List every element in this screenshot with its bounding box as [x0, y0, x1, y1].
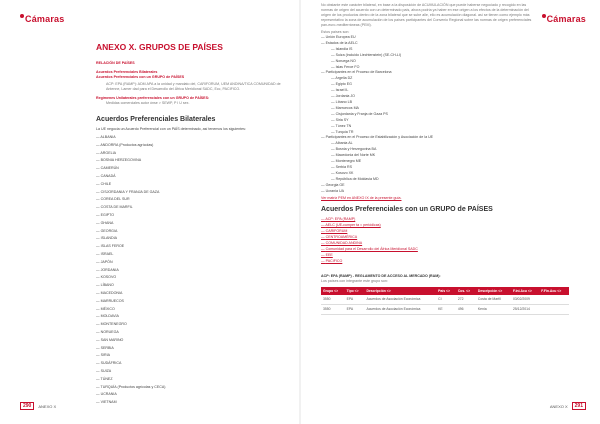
group-item-label: CENTROAMÉRICA: [325, 235, 358, 240]
group-item-label: COMUNIDAD ANDINA: [325, 241, 363, 246]
pem-item-label: Jordania JO: [335, 94, 355, 99]
bullet-dash-icon: —: [321, 247, 326, 251]
country-item-label: JAPÓN: [100, 259, 113, 264]
bullet-dash-icon: —: [331, 164, 336, 169]
bullet-dash-icon: —: [96, 384, 101, 389]
group-item-label: ACP: EPA (RAMP): [325, 217, 356, 222]
country-item-label: MARRUECOS: [100, 298, 124, 303]
brand-logo-text: Cámaras: [25, 14, 65, 24]
pem-intro: Estos países son:: [321, 30, 350, 34]
bullet-dash-icon: —: [96, 314, 101, 319]
page-number: 291: [572, 402, 586, 410]
table-cell: KE: [436, 304, 456, 314]
country-item: [96, 220, 286, 228]
column-header[interactable]: Cos. <>: [456, 287, 476, 295]
country-item: [96, 282, 286, 290]
bullet-dash-icon: —: [96, 322, 101, 327]
table-cell: 3550: [321, 304, 345, 314]
column-header[interactable]: F.Fin.Acu <>: [539, 287, 569, 295]
country-item: [96, 150, 286, 158]
country-item-label: ISLANDIA: [100, 236, 117, 241]
bullet-dash-icon: —: [96, 361, 101, 366]
relation-title: RELACIÓN DE PAÍSES: [96, 61, 135, 65]
country-list: [96, 134, 286, 407]
country-item-label: CISJORDANIA Y FRANJA DE GAZA: [100, 189, 160, 194]
column-header[interactable]: País <>: [436, 287, 456, 295]
country-item-label: JORDANIA: [100, 267, 119, 272]
bullet-dash-icon: —: [96, 392, 101, 397]
country-item-label: SUIZA: [100, 368, 112, 373]
country-item-label: COSTA DE MARFIL: [100, 205, 133, 210]
country-item: [96, 399, 286, 407]
section-title-bilateral: Acuerdos Preferenciales Bilaterales: [96, 116, 216, 123]
bullet-dash-icon: —: [96, 135, 101, 139]
bullet-dash-icon: —: [331, 117, 336, 122]
group-item-label: PACIFICO: [325, 258, 343, 263]
bullet-dash-icon: —: [331, 111, 336, 116]
bullet-dash-icon: —: [96, 400, 101, 405]
country-item: [96, 360, 286, 368]
bullet-dash-icon: —: [321, 70, 326, 75]
table-cell: Costa de Marfil: [476, 295, 511, 305]
relation-item-bilateral: Acuerdos Preferenciales Bilaterales: [96, 70, 158, 74]
country-item: [96, 157, 286, 165]
country-item: [96, 212, 286, 220]
right-content: [321, 3, 569, 315]
group-item[interactable]: [321, 259, 569, 265]
pem-item-label: Israel IL: [335, 88, 349, 93]
pem-item-label: Ucrania UA: [325, 188, 344, 193]
country-item-label: MOLDAVIA: [100, 314, 119, 319]
logo-dot-icon: [20, 14, 24, 18]
right-page: [300, 0, 600, 424]
bullet-dash-icon: —: [96, 205, 101, 210]
footer-label: ANEXO X: [549, 403, 568, 409]
country-item: [96, 134, 286, 142]
bullet-dash-icon: —: [96, 329, 101, 334]
bullet-dash-icon: —: [96, 345, 101, 350]
country-item: [96, 384, 286, 392]
bullet-dash-icon: —: [331, 129, 336, 134]
bullet-dash-icon: —: [96, 251, 101, 256]
bullet-dash-icon: —: [321, 182, 326, 187]
bullet-dash-icon: —: [96, 212, 101, 217]
pem-item-label: Argelia DZ: [335, 76, 353, 81]
country-item-label: EGIPTO: [100, 212, 115, 217]
bullet-dash-icon: —: [321, 40, 326, 45]
country-item-label: SERBIA: [100, 345, 114, 350]
table-row: [321, 304, 569, 314]
country-item-label: CAMERÚN: [100, 166, 119, 171]
pem-item-label: Participantes en el Proceso de Estabilización y Asociación de la UE: [325, 135, 434, 140]
bullet-dash-icon: —: [96, 244, 101, 249]
country-item-label: ISLAS FEROE: [100, 244, 125, 249]
country-item-label: SUDÁFRICA: [100, 361, 122, 366]
country-item: [96, 267, 286, 275]
pem-item-label: Participantes en el Proceso de Barcelona: [325, 70, 392, 75]
table-cell: CI: [436, 295, 456, 305]
group-list: [321, 217, 569, 264]
bullet-dash-icon: —: [96, 337, 101, 342]
country-item-label: ISRAEL: [100, 251, 114, 256]
country-item: [96, 321, 286, 329]
table-row: [321, 295, 569, 305]
acp-title: ACP: EPA (RAMP) - REGLAMENTO DE ACCESO AL MERCADO (RAM):: [321, 273, 441, 278]
bullet-dash-icon: —: [96, 197, 101, 202]
country-item: [96, 298, 286, 306]
pem-item-label: Egipto EG: [335, 82, 352, 87]
bullet-dash-icon: —: [96, 236, 101, 241]
country-item: [96, 313, 286, 321]
table-cell: 25/12/2014: [511, 304, 539, 314]
bullet-dash-icon: —: [331, 123, 336, 128]
bullet-dash-icon: —: [96, 283, 101, 288]
bullet-dash-icon: —: [331, 153, 336, 158]
country-item: [96, 228, 286, 236]
country-item: [96, 259, 286, 267]
bullet-dash-icon: —: [321, 35, 326, 39]
bullet-dash-icon: —: [331, 94, 336, 99]
regimes-title: Regímenes Unilaterales preferenciales con un GRUPO de PAÍSES:: [96, 96, 210, 100]
country-item: [96, 306, 286, 314]
bullet-dash-icon: —: [321, 252, 326, 257]
regimes-description: Medidas comerciales autor ónse > SEWP, P I U sex.: [106, 101, 190, 105]
pem-item-label: Suiza (incluido Liechtenstein) (SE-CH-LI): [335, 52, 402, 57]
column-header[interactable]: Grupo <>: [321, 287, 345, 295]
right-footer: [550, 402, 586, 410]
country-item: [96, 251, 286, 259]
country-item-label: KOSOVO: [100, 275, 117, 280]
bullet-dash-icon: —: [96, 290, 101, 295]
country-item-label: ARGELIA: [100, 150, 116, 155]
bullet-dash-icon: —: [331, 52, 336, 57]
bullet-dash-icon: —: [96, 189, 101, 194]
bullet-dash-icon: —: [331, 64, 336, 69]
bullet-dash-icon: —: [96, 181, 101, 186]
country-item: [96, 189, 286, 197]
table-body: [321, 295, 569, 315]
country-item: [96, 196, 286, 204]
country-item-label: ALBANIA: [100, 135, 116, 139]
bullet-dash-icon: —: [321, 229, 326, 234]
relation-item-group: Acuerdos Preferenciales con un GRUPO de PAÍSES: [96, 75, 185, 79]
bullet-dash-icon: —: [331, 46, 336, 51]
country-item: [96, 337, 286, 345]
country-item-label: TÚNEZ: [100, 376, 113, 381]
bullet-dash-icon: —: [331, 82, 336, 87]
country-item: [96, 243, 286, 251]
bullet-dash-icon: —: [331, 99, 336, 104]
footer-label: ANEXO X: [38, 403, 57, 409]
country-item-label: CHILE: [100, 181, 112, 186]
left-footer: [20, 402, 56, 410]
country-item: [96, 142, 286, 150]
country-item-label: ANDORRA (Productos agrícolas): [100, 142, 154, 147]
bilateral-intro: La UE negocia un Acuerdo Preferencial con un PAÍS determinado, así tenemos los siguientes:: [96, 127, 246, 131]
bullet-dash-icon: —: [331, 105, 336, 110]
pem-item-label: Islandia IS: [335, 46, 353, 51]
pem-item-label: Estados de la AELC: [325, 40, 358, 45]
column-header[interactable]: Tipo <>: [345, 287, 365, 295]
brand-logo: [20, 14, 64, 24]
country-item: [96, 235, 286, 243]
column-header[interactable]: Descripción <>: [364, 287, 436, 295]
country-item-label: MONTENEGRO: [100, 322, 127, 327]
bullet-dash-icon: —: [331, 141, 336, 146]
pem-item-label: Cisjordania y Franja de Gaza PS: [335, 111, 388, 116]
left-content: [96, 42, 286, 407]
country-item: [96, 165, 286, 173]
table-cell: EPA: [345, 295, 365, 305]
country-item-label: MACEDONIA: [100, 290, 123, 295]
pem-item-label: Bosnia y Herzegovina BA: [335, 147, 377, 152]
pem-item-label: Georgia GE: [325, 182, 345, 187]
pem-item-label: Noruega NO: [335, 58, 356, 63]
country-item: [96, 181, 286, 189]
country-item: [96, 329, 286, 337]
table-cell: [539, 295, 569, 305]
country-item-label: SAN MARINO: [100, 337, 124, 342]
bullet-dash-icon: —: [321, 188, 326, 193]
bullet-dash-icon: —: [321, 223, 326, 228]
country-item: [96, 173, 286, 181]
group-item-label: Comunidad para el Desarrollo del África Meridional SADC: [325, 247, 418, 251]
pem-item-label: Montenegro ME: [335, 159, 362, 164]
column-header[interactable]: F.Ini.Acu <>: [511, 287, 539, 295]
country-item: [96, 391, 286, 399]
table-cell: [539, 304, 569, 314]
pem-item-label: Túnez TN: [335, 123, 352, 128]
country-item-label: NORUEGA: [100, 329, 119, 334]
pem-item-label: Kosovo XK: [335, 170, 354, 175]
bullet-dash-icon: —: [331, 76, 336, 81]
country-item-label: MÉXICO: [100, 306, 115, 311]
bullet-dash-icon: —: [96, 275, 101, 280]
table-header-row: [321, 287, 569, 295]
pem-item-label: Marruecos MA: [335, 105, 359, 110]
column-header[interactable]: Descripción <>: [476, 287, 511, 295]
pem-item: [321, 189, 569, 195]
bullet-dash-icon: —: [96, 150, 101, 155]
country-item-label: SIRIA: [100, 353, 110, 358]
accumulation-paragraph: No obstante este carácter bilateral, en base a la disposición de ACUMULACIÓN que puede haberse negociado y recogido en las normas de origen del acuerdo con un determinado país, ahora podría ya haber en ese origen a los efectos de la determinación del origen de los productos dentro de la zona bilateral que se sube alle, ello es acumulación diagonal. así se tienen como ejemplo más representativo la zona de acumulación de los países participantes del Convenio Regional sobre las normas de origen preferenciales pan-euro-mediterráneas (PEM).: [321, 3, 532, 27]
bullet-dash-icon: —: [96, 220, 101, 225]
bullet-dash-icon: —: [96, 166, 101, 171]
pem-item-label: Turquía TR: [335, 129, 354, 134]
country-item-label: GHANA: [100, 220, 114, 225]
bullet-dash-icon: —: [321, 217, 326, 222]
pem-item-label: Serbia RS: [335, 164, 352, 169]
bullet-dash-icon: —: [331, 170, 336, 175]
table-cell: Kenia: [476, 304, 511, 314]
bullet-dash-icon: —: [331, 58, 336, 63]
bullet-dash-icon: —: [331, 176, 336, 181]
country-item: [96, 376, 286, 384]
bullet-dash-icon: —: [321, 241, 326, 246]
pem-item-label: Líbano LB: [335, 99, 352, 104]
group-item-label: EEE: [325, 252, 333, 257]
country-item: [96, 204, 286, 212]
page-number: 290: [20, 402, 34, 410]
pem-item-label: Islas Feroe FO: [335, 64, 360, 69]
country-item: [96, 345, 286, 353]
country-item-label: VIETNAM: [100, 400, 117, 405]
table-cell: Acuerdos de Asociación Económica: [364, 304, 436, 314]
bullet-dash-icon: —: [96, 306, 101, 311]
acp-description: Los países con integrante este grupo son:: [321, 278, 388, 283]
bullet-dash-icon: —: [96, 259, 101, 264]
bullet-dash-icon: —: [96, 353, 101, 358]
bullet-dash-icon: —: [331, 88, 336, 93]
pem-country-list: [321, 35, 569, 194]
table-cell: EPA: [345, 304, 365, 314]
pem-matrix-link[interactable]: Ver matriz PEM en ANEXO IX de la presente guía.: [321, 196, 402, 201]
pem-item-label: Siria SY: [335, 117, 349, 122]
bullet-dash-icon: —: [321, 135, 326, 140]
pem-item-label: Unión Europea EU: [325, 35, 356, 39]
group-item-label: AELC (UE-cumper ta ≈ periódicas): [325, 223, 381, 228]
table-cell: Acuerdos de Asociación Económica: [364, 295, 436, 305]
table-cell: 496: [456, 304, 476, 314]
bullet-dash-icon: —: [321, 235, 326, 240]
country-item: [96, 352, 286, 360]
country-item-label: CANADÁ: [100, 173, 116, 178]
country-item-label: TURQUÍA (Productos agrícolas y CECA): [100, 384, 166, 389]
bullet-dash-icon: —: [96, 298, 101, 303]
bullet-dash-icon: —: [331, 147, 336, 152]
table-cell: 03/02/2009: [511, 295, 539, 305]
bullet-dash-icon: —: [96, 376, 101, 381]
bullet-dash-icon: —: [96, 173, 101, 178]
pem-item-label: Macedonia del Norte MK: [335, 153, 376, 158]
bullet-dash-icon: —: [331, 159, 336, 164]
country-item-label: UCRANIA: [100, 392, 117, 397]
agreements-table: [321, 287, 569, 315]
bullet-dash-icon: —: [96, 267, 101, 272]
table-cell: 272: [456, 295, 476, 305]
table-cell: 3550: [321, 295, 345, 305]
pem-item-label: Albania AL: [335, 141, 353, 146]
country-item: [96, 290, 286, 298]
brand-logo-text: Cámaras: [546, 14, 586, 24]
country-item-label: GEORGIA: [100, 228, 118, 233]
pem-item-label: República de Moldavia MD: [335, 176, 379, 181]
bullet-dash-icon: —: [96, 228, 101, 233]
bullet-dash-icon: —: [96, 142, 101, 147]
country-item: [96, 274, 286, 282]
country-item-label: BOSNIA HERZEGOVINA: [100, 158, 142, 163]
country-item-label: LÍBANO: [100, 283, 114, 288]
country-item-label: COREA DEL SUR: [100, 197, 130, 202]
bullet-dash-icon: —: [96, 158, 101, 163]
section-title-group: Acuerdos Preferenciales con un GRUPO de PAÍSES: [321, 206, 493, 214]
country-item: [96, 368, 286, 376]
group-item-label: CARIFORUM: [325, 229, 348, 234]
relation-description: ACP: EPA (RAMP): ADM APA a la unidad y mandato del, CARIFORUM, UEM ANDINA/TICA COMUNIDAD de Antenne, Lamer dad para el Desarrollo del África Meridional SADC, Ecc, PACIFICO.: [106, 82, 281, 91]
bullet-dash-icon: —: [321, 258, 326, 263]
bullet-dash-icon: —: [96, 368, 101, 373]
page-title: ANEXO X. GRUPOS DE PAÍSES: [96, 42, 223, 52]
